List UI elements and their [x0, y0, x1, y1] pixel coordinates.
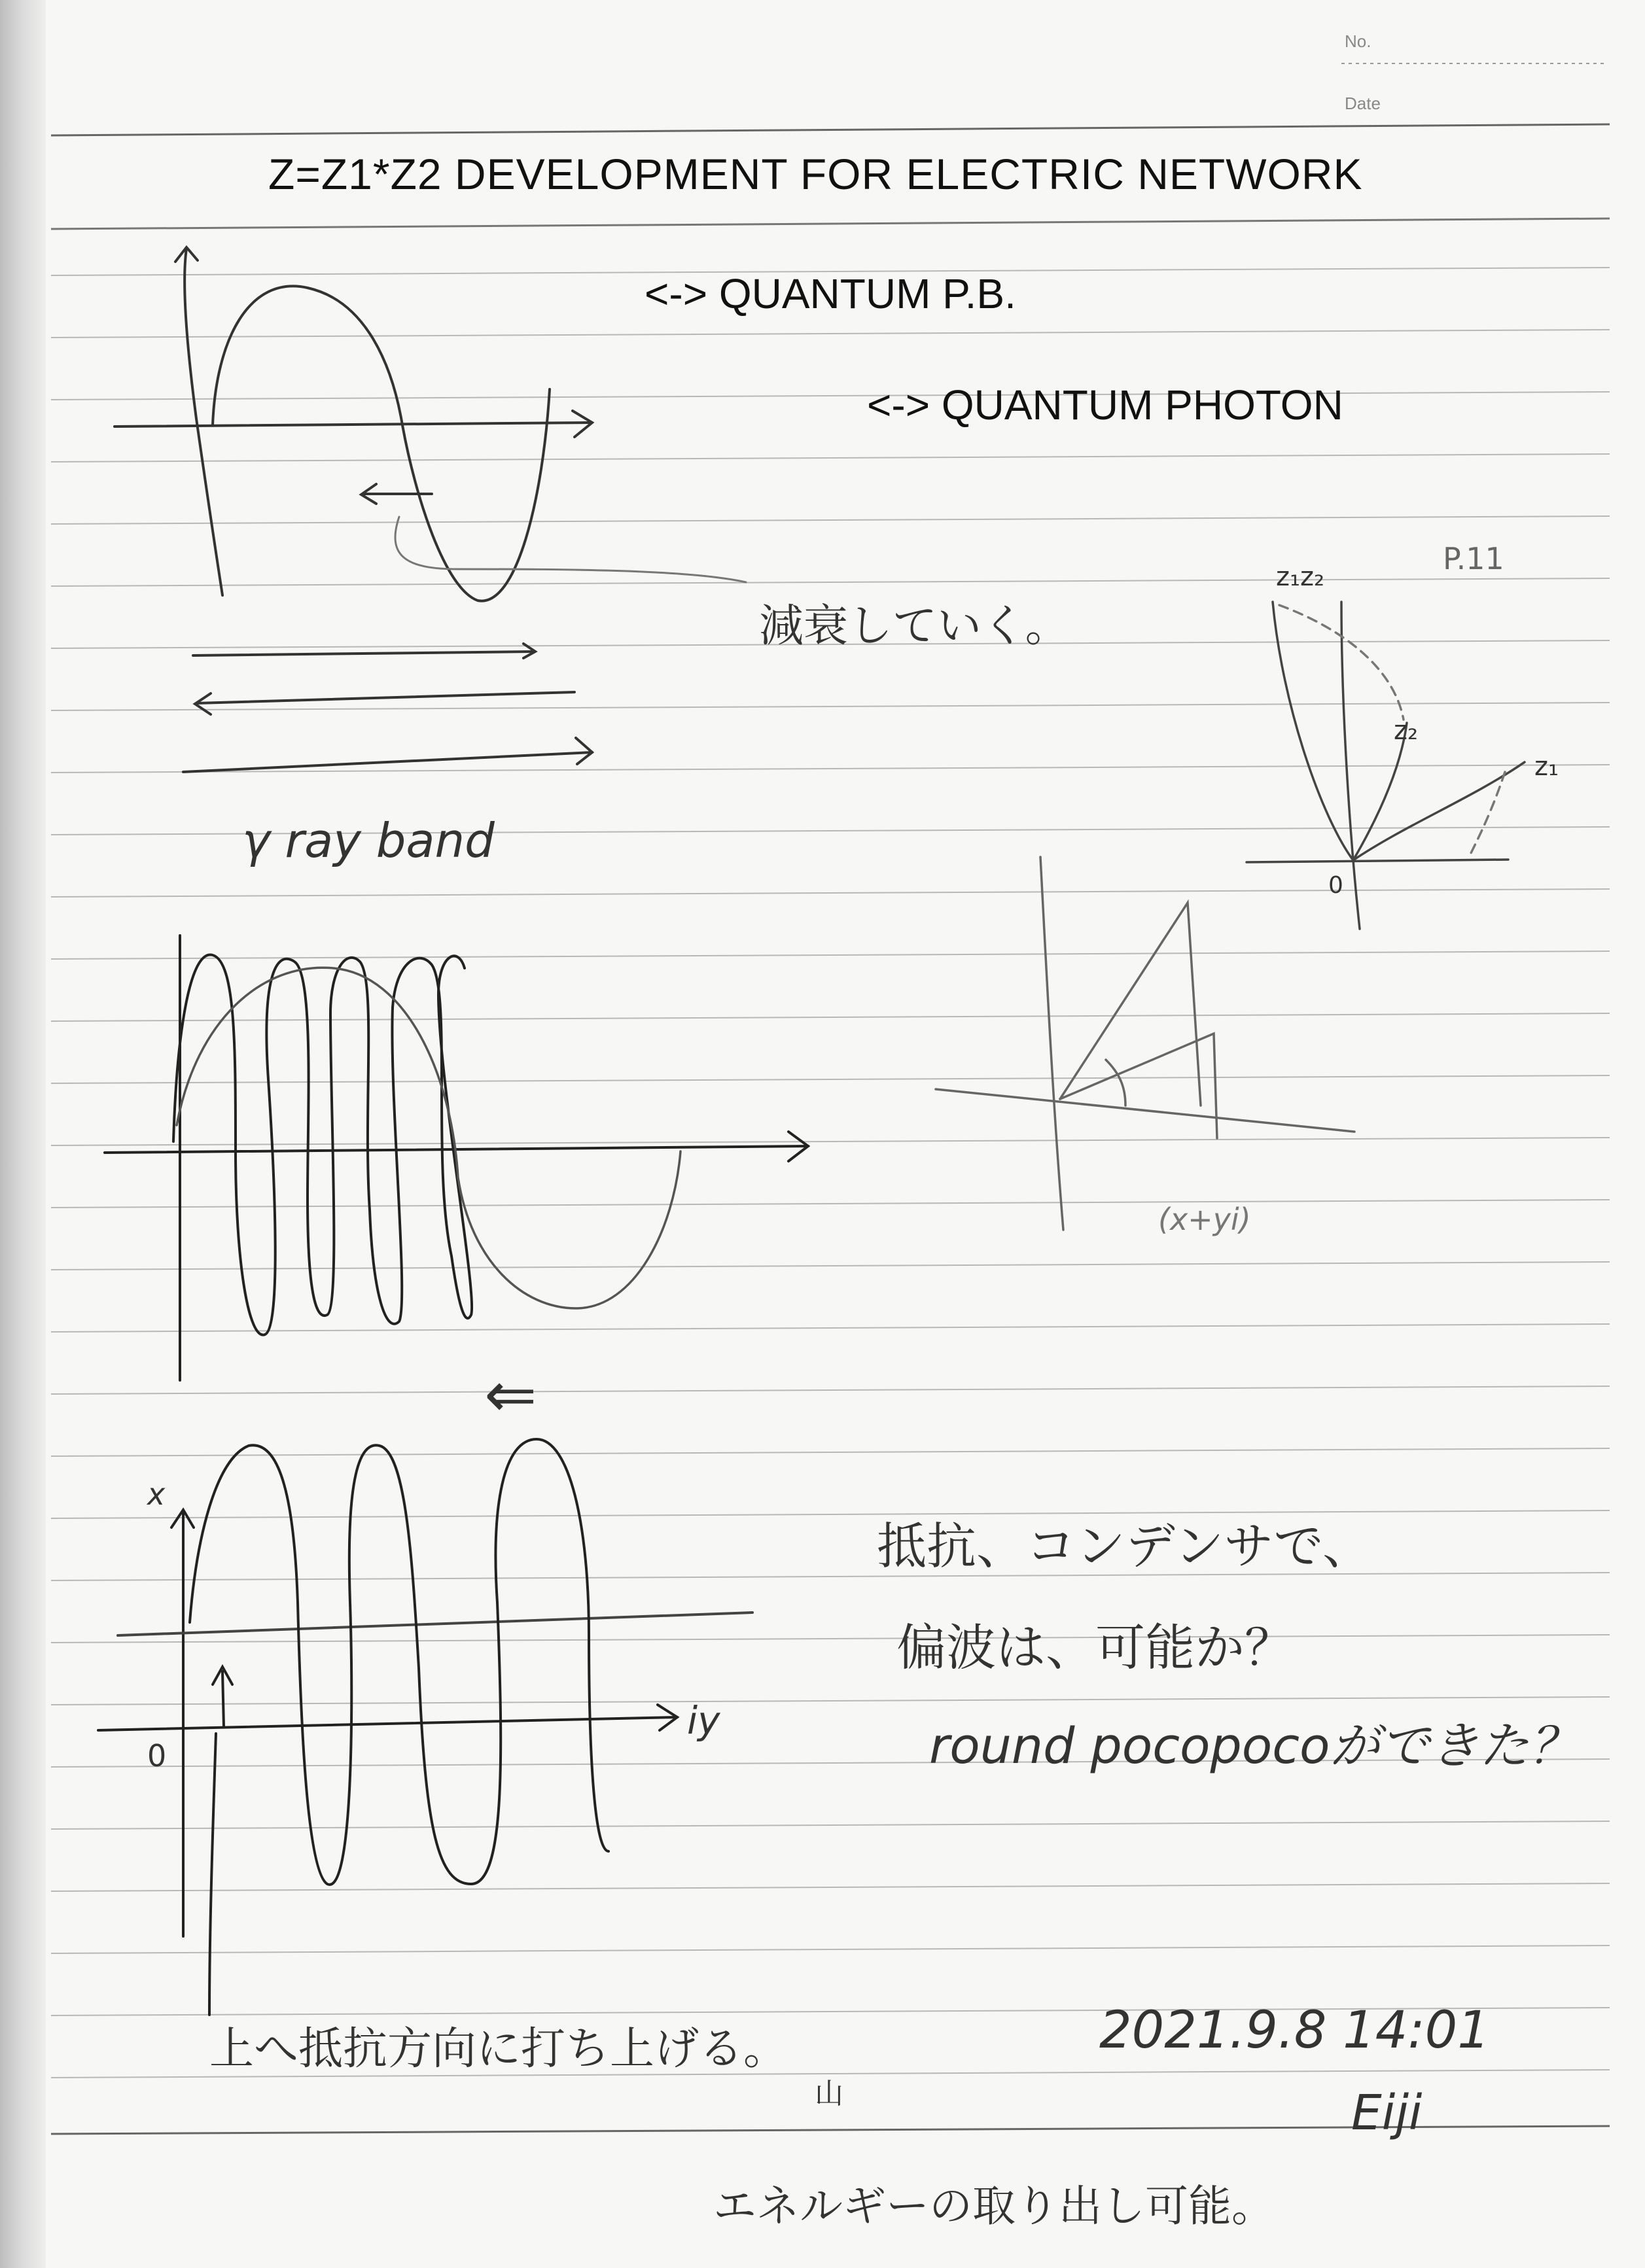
ruled-line	[51, 578, 1610, 586]
ruled-line	[51, 1324, 1610, 1332]
ruled-line	[51, 1635, 1610, 1643]
final-note: エネルギーの取り出し可能。	[713, 2181, 1275, 2231]
cp-x-axis	[936, 1089, 1354, 1132]
ruled-line	[51, 1075, 1610, 1083]
date-label: Date	[1345, 94, 1381, 113]
no-label: No.	[1345, 31, 1371, 51]
pol-small-arrow	[222, 1671, 224, 1727]
axis-origin-label: 0	[147, 1738, 167, 1773]
vec-x-axis	[1247, 860, 1508, 862]
ruled-line	[51, 1448, 1610, 1456]
ruled-line	[51, 1883, 1610, 1891]
ruled-line	[51, 1386, 1610, 1394]
ruled-line	[51, 1510, 1610, 1518]
sine-y-axis	[185, 249, 222, 595]
z1z2-label: z₁z₂	[1276, 562, 1325, 592]
ruled-lines	[51, 268, 1610, 2078]
sketch-dense-oscillation	[105, 935, 808, 1380]
header-rule	[51, 124, 1610, 135]
subtitle-quantum-photon: <-> QUANTUM PHOTON	[867, 381, 1343, 428]
ray-arrowhead-3	[576, 738, 592, 764]
bottom-note: 上へ抵抗方向に打ち上げる。	[209, 2023, 788, 2075]
under-mark: 山	[815, 2077, 843, 2110]
ray-arrow-1	[193, 652, 533, 655]
ruled-line	[51, 1262, 1610, 1270]
damping-note: 減衰していく。	[759, 601, 1070, 652]
ruled-line	[51, 454, 1610, 462]
ruled-line	[51, 330, 1610, 338]
ruled-line	[51, 1200, 1610, 1208]
pol-tail-line	[209, 1734, 216, 2015]
sketch-polarization	[98, 1439, 752, 2015]
ruled-line	[51, 516, 1610, 524]
axis-x-label: x	[147, 1476, 166, 1512]
sine-x-axis	[115, 423, 589, 427]
sketch-complex-plane	[936, 857, 1354, 1230]
ruled-line	[51, 889, 1610, 897]
ruled-line	[51, 392, 1610, 400]
ruled-line	[51, 1821, 1610, 1829]
page-ref-note: P.11	[1443, 541, 1504, 576]
cp-lower-triangle	[1060, 1034, 1217, 1138]
z1-label: z₁	[1534, 752, 1559, 782]
z2-label: z₂	[1394, 716, 1419, 746]
leader-line	[395, 517, 746, 582]
page-title: Z=Z1*Z2 DEVELOPMENT FOR ELECTRIC NETWORK	[268, 150, 1363, 198]
subtitle-quantum-pb: <-> QUANTUM P.B.	[645, 270, 1016, 317]
complex-form-note: (x+yi)	[1158, 1202, 1251, 1237]
handwritten-notes	[146, 541, 1579, 2231]
date-written: 2021.9.8 14:01	[1099, 2001, 1490, 2060]
ruled-line	[51, 1138, 1610, 1145]
note-line-2: 偏波は、可能か？	[896, 1618, 1294, 1677]
sine-curve	[213, 286, 550, 601]
cp-upper-triangle	[1060, 903, 1201, 1106]
ruled-line	[51, 1697, 1610, 1705]
ruled-line	[51, 703, 1610, 710]
cp-angle-arc	[1106, 1060, 1125, 1106]
ray-arrow-2	[196, 692, 575, 703]
note-line-1: 抵抗、コンデンサで、	[877, 1517, 1372, 1575]
ray-band-note: γ ray band	[242, 813, 495, 868]
axis-y-label: iy	[687, 1698, 720, 1743]
cp-y-axis	[1040, 857, 1063, 1230]
vec-origin-label: 0	[1328, 872, 1343, 899]
title-rule	[51, 218, 1610, 229]
pol-wave	[190, 1439, 609, 1885]
pol-upper-line	[118, 1613, 752, 1635]
ray-arrow-3	[183, 752, 592, 772]
ruled-line	[51, 1945, 1610, 1953]
arrow-symbol: ⇐	[484, 1358, 537, 1431]
ruled-line	[51, 1573, 1610, 1580]
ruled-line	[51, 1013, 1610, 1021]
note-line-3: round pocopocoができた？	[929, 1717, 1579, 1775]
signature: Eiji	[1351, 2085, 1423, 2141]
